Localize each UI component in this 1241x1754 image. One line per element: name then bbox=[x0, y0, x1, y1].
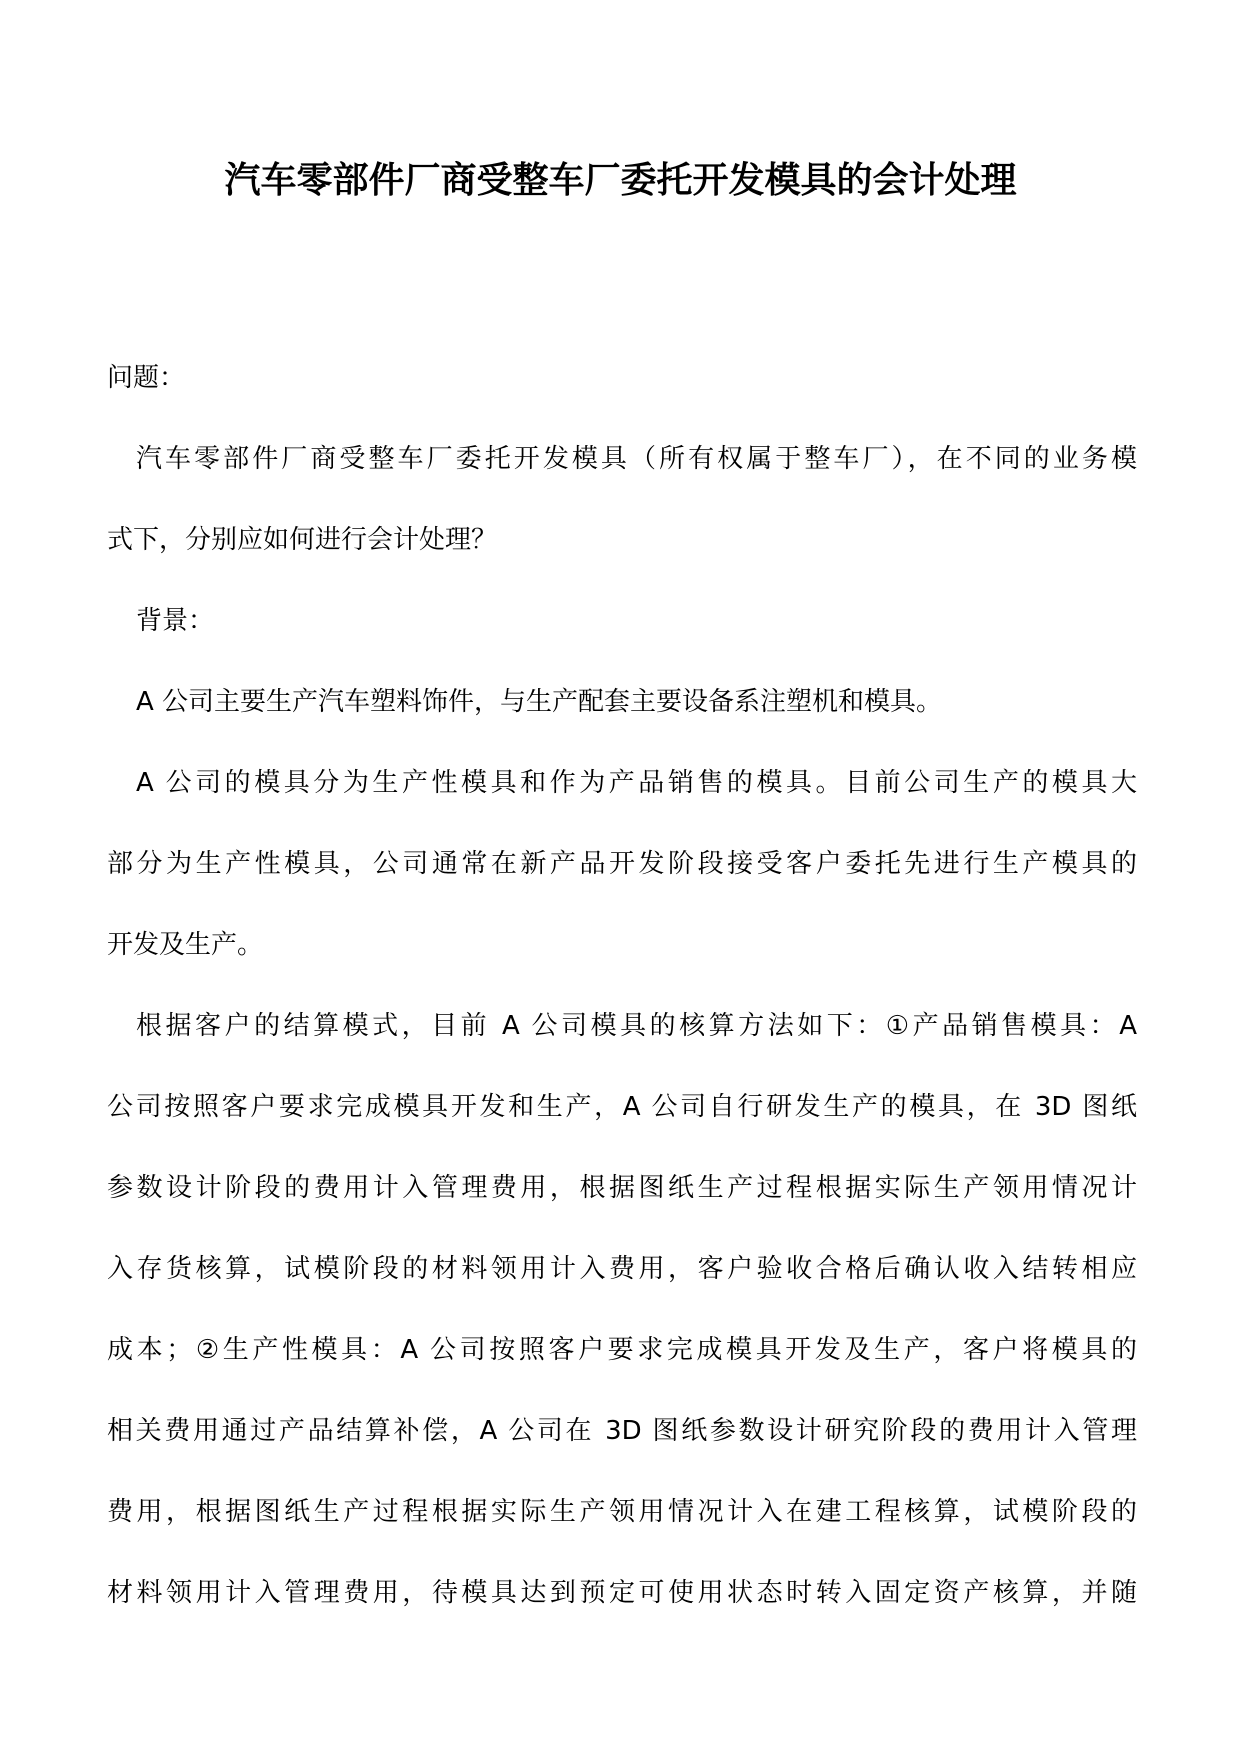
background-paragraph-3-line-5: 成本；②生产性模具：A 公司按照客户要求完成模具开发及生产，客户将模具的 bbox=[107, 1335, 1137, 1365]
background-paragraph-3-line-8: 材料领用计入管理费用，待模具达到预定可使用状态时转入固定资产核算，并随 bbox=[107, 1578, 1137, 1608]
question-line-2: 式下，分别应如何进行会计处理？ bbox=[107, 525, 498, 555]
background-paragraph-2-line-2: 部分为生产性模具，公司通常在新产品开发阶段接受客户委托先进行生产模具的 bbox=[107, 849, 1137, 879]
background-paragraph-1: A 公司主要生产汽车塑料饰件，与生产配套主要设备系注塑机和模具。 bbox=[136, 687, 943, 717]
question-label: 问题： bbox=[107, 363, 186, 393]
background-paragraph-3-line-1: 根据客户的结算模式，目前 A 公司模具的核算方法如下：①产品销售模具：A bbox=[136, 1011, 1137, 1041]
background-paragraph-3-line-4: 入存货核算，试模阶段的材料领用计入费用，客户验收合格后确认收入结转相应 bbox=[107, 1254, 1137, 1284]
document-body bbox=[107, 338, 1137, 1634]
background-paragraph-3-line-7: 费用，根据图纸生产过程根据实际生产领用情况计入在建工程核算，试模阶段的 bbox=[107, 1497, 1137, 1527]
background-paragraph-3-line-6: 相关费用通过产品结算补偿，A 公司在 3D 图纸参数设计研究阶段的费用计入管理 bbox=[107, 1416, 1137, 1446]
background-paragraph-2-line-1: A 公司的模具分为生产性模具和作为产品销售的模具。目前公司生产的模具大 bbox=[136, 768, 1137, 798]
background-paragraph-3-line-2: 公司按照客户要求完成模具开发和生产，A 公司自行研发生产的模具，在 3D 图纸 bbox=[107, 1092, 1137, 1122]
document-title: 汽车零部件厂商受整车厂委托开发模具的会计处理 bbox=[224, 159, 1017, 201]
question-line-1: 汽车零部件厂商受整车厂委托开发模具（所有权属于整车厂），在不同的业务模 bbox=[136, 444, 1137, 474]
background-label: 背景： bbox=[136, 606, 215, 636]
background-paragraph-2-line-3: 开发及生产。 bbox=[107, 930, 264, 960]
background-paragraph-3-line-3: 参数设计阶段的费用计入管理费用，根据图纸生产过程根据实际生产领用情况计 bbox=[107, 1173, 1137, 1203]
